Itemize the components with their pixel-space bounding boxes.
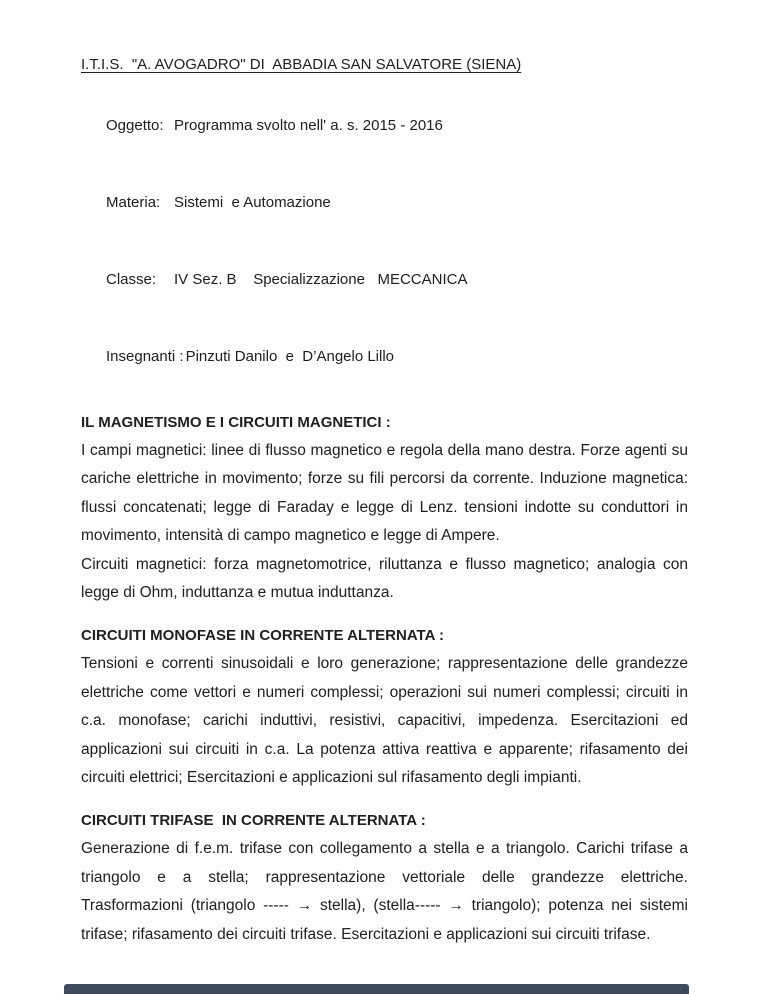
section-paragraph: I campi magnetici: linee di flusso magnetico e regola della mano destra. Forze agenti su cariche elettriche in movimento; forze su fili percorsi da corrente. Induzione magnetica: flussi concatenati; legge di Faraday e legge di Lenz. tensioni indotte su conduttori in movimento, intensità di campo magnetico e legge di Ampere. xyxy=(81,442,688,545)
section-magnetismo xyxy=(81,409,688,607)
bottom-scrollbar[interactable] xyxy=(64,984,689,994)
section-monofase xyxy=(81,622,688,792)
meta-row-classe xyxy=(81,248,688,311)
section-paragraph: Tensioni e correnti sinusoidali e loro generazione; rappresentazione delle grandezze elettriche come vettori e numeri complessi; operazioni sui numeri complessi; circuiti in c.a. monofase; carichi induttivi, resistivi, capacitivi, impedenza. Esercitazioni ed applicazioni sui circuiti in c.a. La potenza attiva reattiva e apparente; rifasamento dei circuiti elettrici; Esercitazioni e applicazioni sul rifasamento degli impianti. xyxy=(81,655,688,787)
section-heading: CIRCUITI MONOFASE IN CORRENTE ALTERNATA : xyxy=(81,627,445,645)
section-heading: CIRCUITI TRIFASE IN CORRENTE ALTERNATA : xyxy=(81,812,426,830)
section-paragraph: Circuiti magnetici: forza magnetomotrice, riluttanza e flusso magnetico; analogia con legge di Ohm, induttanza e mutua induttanza. xyxy=(81,555,688,602)
section-trifase xyxy=(81,807,688,949)
meta-label-classe: Classe: xyxy=(106,271,157,288)
meta-value-classe: IV Sez. B Specializzazione MECCANICA xyxy=(174,271,468,288)
meta-value-materia: Sistemi e Automazione xyxy=(174,194,331,211)
meta-label-oggetto: Oggetto: xyxy=(106,117,164,134)
meta-row-materia xyxy=(81,171,688,234)
document-meta xyxy=(81,94,688,388)
meta-label-insegnanti: Insegnanti : xyxy=(106,348,184,365)
meta-value-insegnanti: Pinzuti Danilo e D’Angelo Lillo xyxy=(185,348,395,365)
meta-label-materia: Materia: xyxy=(106,194,161,211)
meta-row-oggetto xyxy=(81,94,688,157)
section-heading: IL MAGNETISMO E I CIRCUITI MAGNETICI : xyxy=(81,414,391,431)
section-paragraph: Generazione di f.e.m. trifase con collegamento a stella e a triangolo. Carichi trifase a triangolo e a stella; rappresentazione vettoriale delle grandezze elettriche. Trasformazioni (triangolo ----- → stella), (stella----- → triangolo); potenza nei sistemi trifase; rifasamento dei circuiti trifase. Esercitazioni e applicazioni sui circuiti trifase. xyxy=(81,840,688,943)
document-title: I.T.I.S. "A. AVOGADRO" DI ABBADIA SAN SALVATORE (SIENA) xyxy=(81,56,522,73)
meta-value-oggetto: Programma svolto nell' a. s. 2015 - 2016 xyxy=(174,117,443,134)
meta-row-insegnanti xyxy=(81,325,688,388)
